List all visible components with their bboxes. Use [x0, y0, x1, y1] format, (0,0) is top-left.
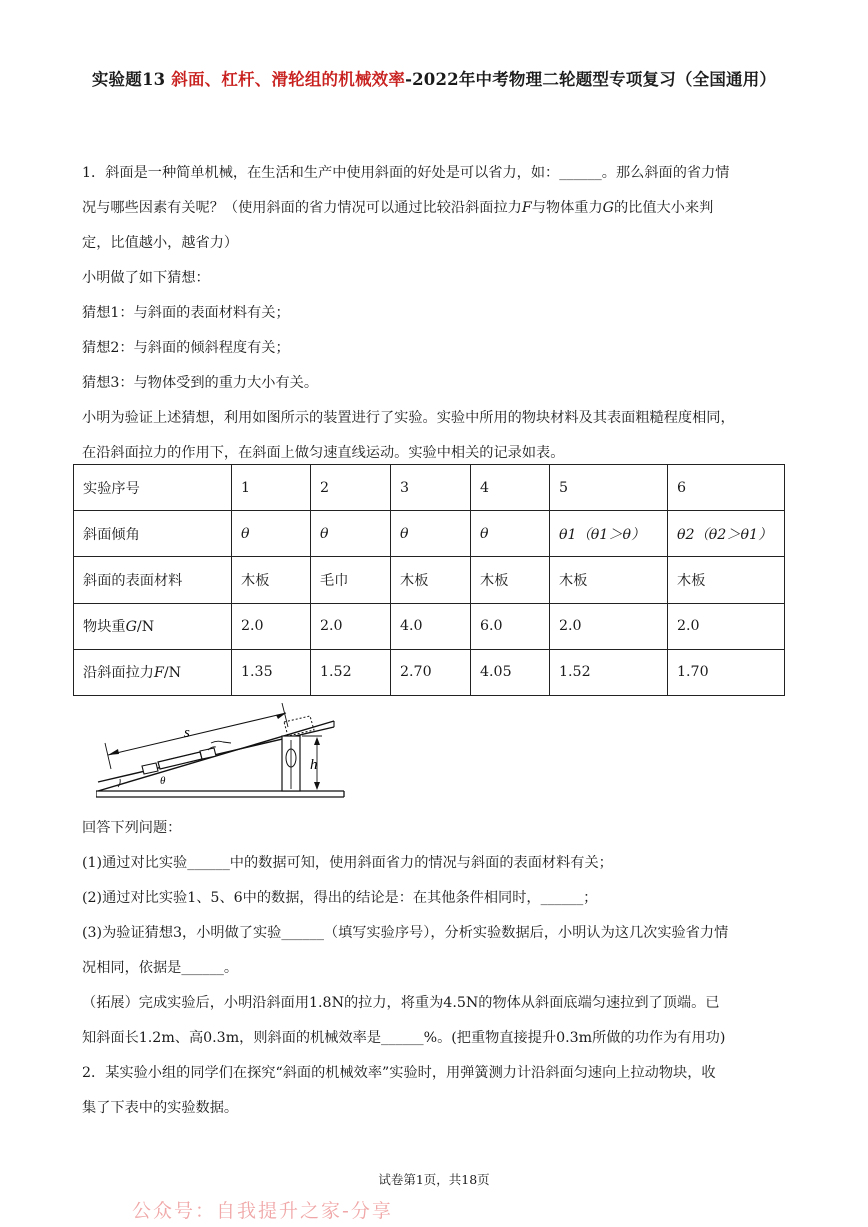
table-cell: 6	[668, 465, 785, 511]
row-header: 沿斜面拉力F/N	[74, 649, 232, 695]
answer-section	[82, 811, 782, 1126]
sub-question-2: (2)通过对比实验1、5、6中的数据，得出的结论是：在其他条件相同时，______；	[82, 890, 598, 906]
table-cell: 1.35	[232, 649, 311, 695]
var-g: G	[602, 200, 614, 216]
table-cell: θ	[471, 511, 550, 557]
q1-line-3: 定，比值越小，越省力）	[82, 235, 239, 251]
q1-line-8: 小明为验证上述猜想，利用如图所示的装置进行了实验。实验中所用的物块材料及其表面粗糙程度相同，	[82, 410, 735, 426]
q1-line-2: 况与哪些因素有关呢？（使用斜面的省力情况可以通过比较沿斜面拉力F与物体重力G的比值大小来判	[82, 200, 714, 216]
table-cell: 6.0	[471, 603, 550, 649]
table-cell: 毛巾	[311, 557, 391, 603]
table-cell: 2.0	[311, 603, 391, 649]
table-cell: θ	[311, 511, 391, 557]
q2-line-1: 2．某实验小组的同学们在探究“斜面的机械效率”实验时，用弹簧测力计沿斜面匀速向上拉动物块，收	[82, 1065, 716, 1081]
guess-3: 猜想3：与物体受到的重力大小有关。	[82, 375, 319, 391]
table-cell: 木板	[668, 557, 785, 603]
sub-question-3a: (3)为验证猜想3，小明做了实验______（填写实验序号），分析实验数据后，小明认为这几次实验省力情	[82, 925, 729, 941]
table-cell: 2.70	[391, 649, 471, 695]
table-cell: 木板	[232, 557, 311, 603]
table-cell: 木板	[391, 557, 471, 603]
row-material	[74, 557, 785, 603]
watermark: 公众号：自我提升之家-分享	[132, 1200, 393, 1222]
table-cell: 木板	[471, 557, 550, 603]
row-header: 实验序号	[74, 465, 232, 511]
label-h: h	[310, 757, 318, 773]
row-header: 物块重G/N	[74, 603, 232, 649]
label-s: s	[184, 725, 190, 741]
title-prefix: 实验题13	[91, 70, 172, 89]
row-force	[74, 649, 785, 695]
var-f: F	[521, 200, 532, 216]
experiment-table	[73, 464, 785, 696]
table-cell: 1.70	[668, 649, 785, 695]
row-header: 斜面的表面材料	[74, 557, 232, 603]
table-cell: θ2（θ2＞θ1）	[668, 511, 785, 557]
table-cell: 5	[550, 465, 668, 511]
label-theta: θ	[160, 775, 166, 787]
sub-question-3b: 况相同，依据是______。	[82, 960, 239, 976]
incline-figure	[96, 703, 348, 799]
row-header: 斜面倾角	[74, 511, 232, 557]
title-topic: 斜面、杠杆、滑轮组的机械效率	[171, 70, 406, 89]
table-cell: 1	[232, 465, 311, 511]
extension-line-2: 知斜面长1.2m、高0.3m，则斜面的机械效率是______%。(把重物直接提升0.3m所做的功作为有用功)	[82, 1030, 726, 1046]
sub-question-1: (1)通过对比实验______中的数据可知，使用斜面省力的情况与斜面的表面材料有关；	[82, 855, 613, 871]
q1-line-9: 在沿斜面拉力的作用下，在斜面上做匀速直线运动。实验中相关的记录如表。	[82, 445, 565, 461]
table-cell: θ	[232, 511, 311, 557]
page-footer: 试卷第1页，共18页	[378, 1172, 490, 1187]
table-cell: 木板	[550, 557, 668, 603]
table-cell: 2.0	[232, 603, 311, 649]
table-cell: 4	[471, 465, 550, 511]
answer-intro: 回答下列问题：	[82, 820, 182, 836]
question-1-text	[82, 156, 782, 471]
page-title	[0, 66, 868, 90]
row-serial	[74, 465, 785, 511]
table-cell: 2.0	[668, 603, 785, 649]
guess-1: 猜想1：与斜面的表面材料有关；	[82, 305, 290, 321]
table-cell: 4.05	[471, 649, 550, 695]
guess-2: 猜想2：与斜面的倾斜程度有关；	[82, 340, 290, 356]
table-cell: 3	[391, 465, 471, 511]
q2-line-2: 集了下表中的实验数据。	[82, 1100, 239, 1116]
q1-line-1: 1．斜面是一种简单机械，在生活和生产中使用斜面的好处是可以省力，如：______。那么斜面的省力情	[82, 165, 730, 181]
q1-line-4: 小明做了如下猜想：	[82, 270, 210, 286]
row-angle	[74, 511, 785, 557]
table-cell: θ1（θ1＞θ）	[550, 511, 668, 557]
title-suffix: -2022年中考物理二轮题型专项复习（全国通用）	[405, 70, 777, 89]
table-cell: 1.52	[550, 649, 668, 695]
table-cell: θ	[391, 511, 471, 557]
extension-line-1: （拓展）完成实验后，小明沿斜面用1.8N的拉力，将重为4.5N的物体从斜面底端匀速拉到了顶端。已	[82, 995, 720, 1011]
table-cell: 2	[311, 465, 391, 511]
table-cell: 4.0	[391, 603, 471, 649]
table-cell: 2.0	[550, 603, 668, 649]
table-cell: 1.52	[311, 649, 391, 695]
row-weight	[74, 603, 785, 649]
